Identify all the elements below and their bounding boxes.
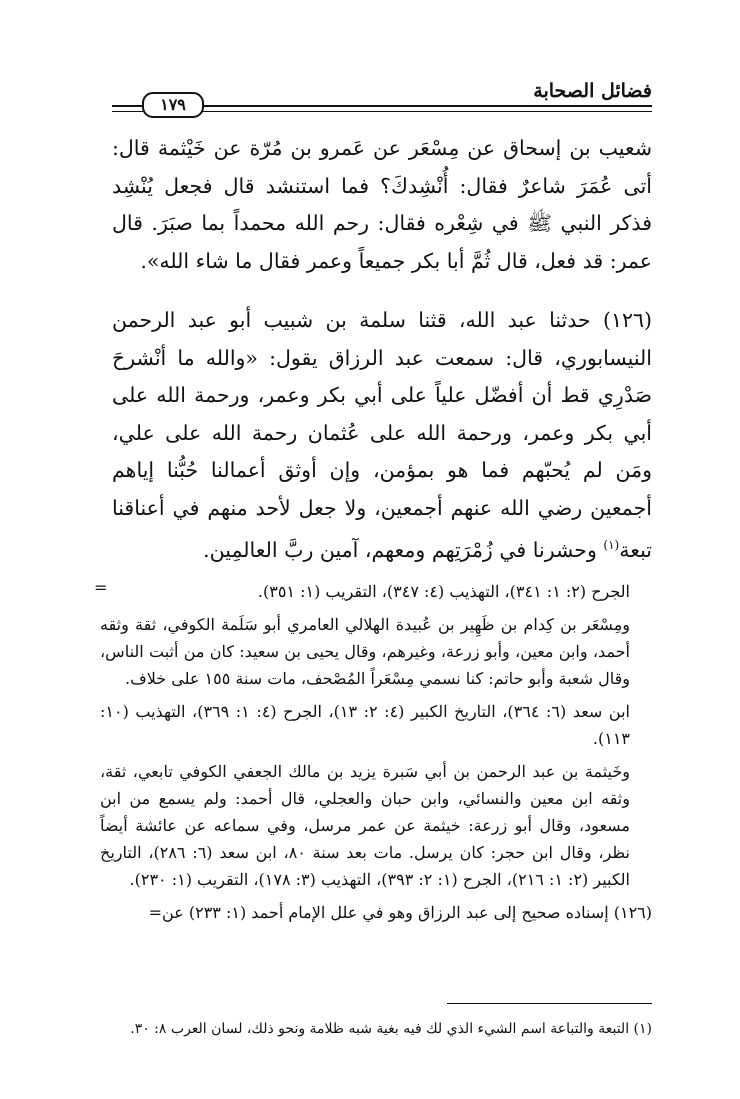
page-header	[112, 80, 652, 114]
note-3: ابن سعد (٦: ٣٦٤)، التاريخ الكبير (٤: ٢: ١٣)، الجرح (٤: ١: ٣٦٩)، التهذيب (١٠: ١١٣).	[100, 702, 630, 748]
note-2: ومِسْعَر بن كِدام بن ظَهِير بن عُبيدة الهلالي العامري أبو سَلَمة الكوفي، ثقة وثقه أحمد، وابن معين، وأبو زرعة، وغيرهم، وقال يحيى بن سعيد: كان من أثبت الناس، وقال شعبة وأبو حاتم: كنا نسمي مِسْعَراً المُصْحف، مات سنة ١٥٥ على خلاف.	[100, 615, 630, 688]
footnote-reference: (١)	[603, 538, 620, 552]
footnote: (١) التبعة والتباعة اسم الشيء الذي لك فيه بغية شبه ظلامة ونحو ذلك، لسان العرب ٨: ٣٠.	[130, 1021, 652, 1037]
paragraph-1: شعيب بن إسحاق عن مِسْعَر عن عَمرو بن مُرّة عن خَيْثمة قال: أتى عُمَرَ شاعرٌ فقال: أُنْشِدكَ؟ فما استنشد قال فجعل يُنْشِد فذكر النبي ﷺ في شِعْره فقال: رحم الله محمداً بما صبَرَ. قال عمر: قد فعل، قال ثُمَّ أبا بكر جميعاً وعمر فقال ما شاء الله».	[112, 136, 652, 273]
notes-section	[94, 578, 652, 926]
note-4: وخَيثمة بن عبد الرحمن بن أبي سَبرة يزيد بن مالك الجعفي الكوفي تابعي، ثقة، وثقه ابن معين والنسائي، وابن حبان والعجلي، قال أحمد: ولم يسمع من ابن مسعود، وقال أبو زرعة: خيثمة عن عمر مرسل، وفي سماعه عن عائشة أيضاً نظر، وقال ابن حجر: كان يرسل. مات بعد سنة ٨٠، ابن سعد (٦: ٢٨٦)، التاريخ الكبير (٢: ١: ٢١٦)، الجرح (١: ٢: ٣٩٣)، التهذيب (٣: ١٧٨)، التقريب (١: ٢٣٠).	[100, 762, 630, 889]
note-5: (١٢٦) إسناده صحيح إلى عبد الرزاق وهو في علل الإمام أحمد (١: ٢٣٣) عن=	[148, 903, 652, 922]
page-number: ١٧٩	[142, 92, 204, 118]
continuation-mark: =	[94, 578, 108, 597]
main-text	[112, 130, 652, 569]
paragraph-2-text-b: وحشرنا في زُمْرَتِهم ومعهم، آمين ربَّ العالمِين.	[203, 537, 604, 562]
paragraph-2-text-a: (١٢٦) حدثنا عبد الله، قثنا سلمة بن شبيب أبو عبد الرحمن النيسابوري، قال: سمعت عبد الرزاق يقول: «والله ما أنْشرحَ صَدْرِي قط أن أفضّل علياً على أبي بكر وعمر، ورحمة الله على أبي بكر وعمر، ورحمة الله على عُثمان رحمة الله على علي، ومَن لم يُحبّهم فما هو بمؤمن، وإن أوثق أعمالنا حُبُّنا إياهم أجمعين رضي الله عنهم أجمعين، ولا جعل لأحد منهم في أعناقنا تبعة	[112, 308, 652, 562]
book-title: فضائل الصحابة	[533, 80, 652, 102]
footnote-rule	[447, 1003, 652, 1004]
note-1: الجرح (٢: ١: ٣٤١)، التهذيب (٤: ٣٤٧)، التقريب (١: ٣٥١).	[257, 582, 630, 601]
paragraph-2	[112, 302, 652, 569]
